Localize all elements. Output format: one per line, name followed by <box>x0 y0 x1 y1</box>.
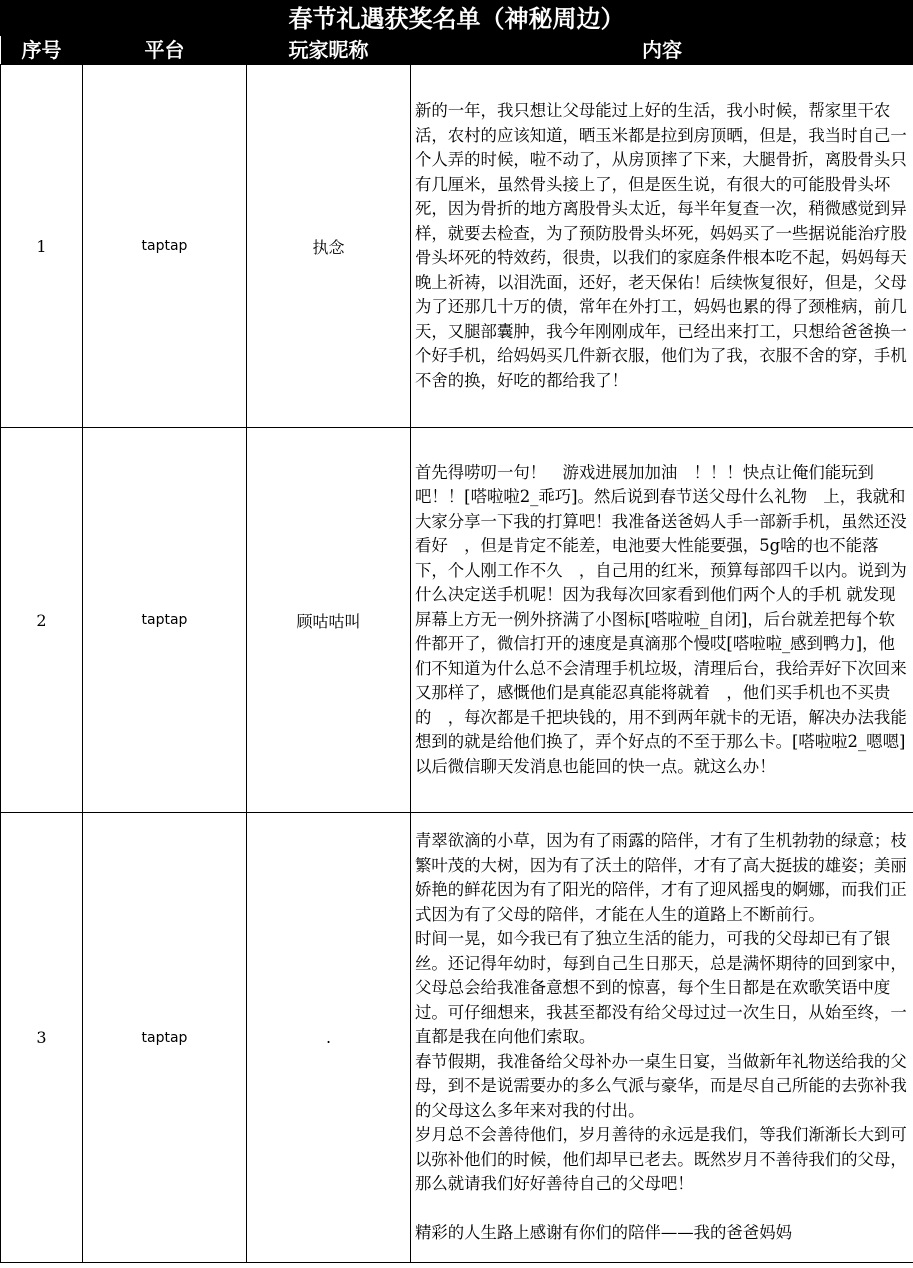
row-index: 2 <box>1 428 83 813</box>
row-nickname: 执念 <box>247 65 411 428</box>
content-paragraph: 精彩的人生路上感谢有你们的陪伴——我的爸爸妈妈 <box>415 1223 792 1243</box>
table-header-row <box>1 36 913 65</box>
content-paragraph: 春节假期，我准备给父母补办一桌生日宴，当做新年礼物送给我的父母，到不是说需要办的多么气派与豪华，而是尽自己所能的去弥补我的父母这么多年来对我的付出。 <box>415 1051 907 1120</box>
content-paragraph: 时间一晃，如今我已有了独立生活的能力，可我的父母却已有了银丝。还记得年幼时，每到自己生日那天，总是满怀期待的回到家中，父母总会给我准备意想不到的惊喜，每个生日都是在欢歌笑语中度过。可仔细想来，我甚至都没有给父母过过一次生日，从始至终，一直都是我在向他们索取。 <box>415 929 907 1047</box>
content-paragraph: 新的一年，我只想让父母能过上好的生活，我小时候，帮家里干农活，农村的应该知道，晒玉米都是拉到房顶晒，但是，我当时自己一个人弄的时候，啦不动了，从房顶摔了下来，大腿骨折，离股骨头只有几厘米，虽然骨头接上了，但是医生说，有很大的可能股骨头坏死，因为骨折的地方离股骨头太近，每半年复查一次，稍微感觉到异样，就要去检查，为了预防股骨头坏死，妈妈买了一些据说能治疗股骨头坏死的特效药，很贵，以我们的家庭条件根本吃不起，妈妈每天晚上祈祷，以泪洗面，还好，老天保佑！后续恢复很好，但是，父母为了还那几十万的债，常年在外打工，妈妈也累的得了颈椎病，前几天，又腿部囊肿，我今年刚刚成年，已经出来打工，只想给爸爸换一个好手机，给妈妈买几件新衣服，他们为了我，衣服不舍的穿，手机不舍的换，好吃的都给我了！ <box>415 101 907 390</box>
row-nickname: 顾咕咕叫 <box>247 428 411 813</box>
row-content <box>411 428 913 813</box>
content-paragraph: 青翠欲滴的小草，因为有了雨露的陪伴，才有了生机勃勃的绿意；枝繁叶茂的大树，因为有了沃土的陪伴，才有了高大挺拔的雄姿；美丽娇艳的鲜花因为有了阳光的陪伴，才有了迎风摇曳的婀娜，而我们正式因为有了父母的陪伴，才能在人生的道路上不断前行。 <box>415 831 907 924</box>
winners-table <box>0 36 913 1263</box>
row-index: 3 <box>1 813 83 1263</box>
row-platform: taptap <box>83 428 247 813</box>
row-index: 1 <box>1 65 83 428</box>
row-content <box>411 65 913 428</box>
page-title: 春节礼遇获奖名单（神秘周边） <box>0 0 913 36</box>
content-blank-line <box>415 1197 907 1222</box>
row-content <box>411 813 913 1263</box>
row-nickname: . <box>247 813 411 1263</box>
content-paragraph: 岁月总不会善待他们，岁月善待的永远是我们，等我们渐渐长大到可以弥补他们的时候，他们却早已老去。既然岁月不善待我们的父母，那么就请我们好好善待自己的父母吧！ <box>415 1125 907 1194</box>
header-index: 序号 <box>1 36 83 65</box>
table-row <box>1 65 913 428</box>
header-nickname: 玩家昵称 <box>247 36 411 65</box>
header-content: 内容 <box>411 36 913 65</box>
table-row <box>1 428 913 813</box>
row-platform: taptap <box>83 65 247 428</box>
content-paragraph: 首先得唠叨一句！ 游戏进展加加油 ！！！快点让俺们能玩到吧！！[嗒啦啦2_乖巧]。然后说到春节送父母什么礼物 上，我就和大家分享一下我的打算吧！我准备送爸妈人手一部新手机，虽然还没看好 ，但是肯定不能差，电池要大性能要强，5g啥的也不能落下，个人刚工作不久 ，自己用的红米，预算每部四千以内。说到为什么决定送手机呢！因为我每次回家看到他们两个人的手机 就发现屏幕上方无一例外挤满了小图标[嗒啦啦_自闭]，后台就差把每个软件都开了，微信打开的速度是真滴那个慢哎[嗒啦啦_感到鸭力]，他们不知道为什么总不会清理手机垃圾，清理后台，我给弄好下次回来又那样了，感慨他们是真能忍真能将就着 ，他们买手机也不买贵的 ，每次都是千把块钱的，用不到两年就卡的无语，解决办法我能想到的就是给他们换了，弄个好点的不至于那么卡。[嗒啦啦2_嗯嗯]以后微信聊天发消息也能回的快一点。就这么办！ <box>415 462 907 776</box>
row-platform: taptap <box>83 813 247 1263</box>
table-row <box>1 813 913 1263</box>
header-platform: 平台 <box>83 36 247 65</box>
